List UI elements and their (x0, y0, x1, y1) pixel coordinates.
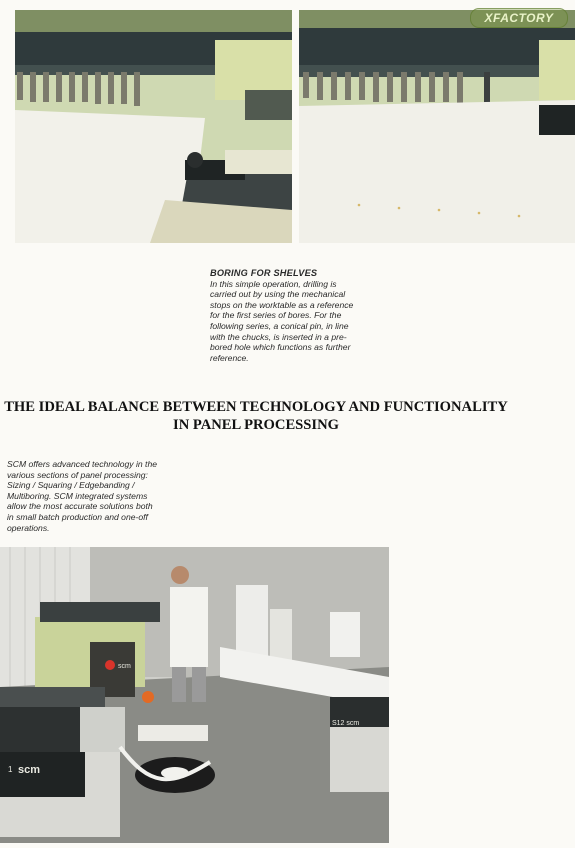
intro-paragraph (7, 459, 167, 533)
headline-line-2: IN PANEL PROCESSING (173, 417, 339, 433)
intro-line: Sizing / Squaring / Edgebanding / (7, 480, 135, 491)
caption-line: with the chucks, is inserted in a pre- (210, 331, 347, 342)
photo-boring-machine-left (15, 10, 292, 243)
page-headline (0, 398, 512, 434)
saw-brand-label: S12 scm (332, 720, 360, 727)
intro-line: allow the most accurate solutions both (7, 501, 153, 512)
edgebander-number: 1 (8, 765, 13, 774)
edgebander-brand: scm (18, 764, 41, 776)
intro-line: various sections of panel processing: (7, 469, 148, 480)
photo-boring-machine-right (299, 10, 575, 243)
machine-brand-small: scm (118, 663, 131, 670)
caption-block (210, 268, 360, 363)
caption-line: for the first series of bores. For the (210, 310, 342, 321)
caption-line: In this simple operation, drilling is (210, 278, 337, 289)
caption-line: carried out by using the mechanical (210, 289, 346, 300)
intro-line: operations. (7, 522, 50, 533)
watermark-badge: XFACTORY (470, 8, 568, 28)
caption-line: following series, a conical pin, in line (210, 320, 349, 331)
intro-line: Multiboring. SCM integrated systems (7, 490, 148, 501)
intro-line: in small batch production and one-off (7, 511, 148, 522)
caption-line: stops on the worktable as a reference (210, 299, 354, 310)
caption-line: bored hole which functions as further (210, 342, 351, 353)
headline-line-1: THE IDEAL BALANCE BETWEEN TECHNOLOGY AND FUNCTIONALITY (4, 399, 508, 415)
photo-workshop-machines (0, 547, 389, 843)
intro-line: SCM offers advanced technology in the (7, 459, 158, 469)
caption-line: reference. (210, 352, 249, 363)
caption-title: BORING FOR SHELVES (210, 268, 318, 278)
